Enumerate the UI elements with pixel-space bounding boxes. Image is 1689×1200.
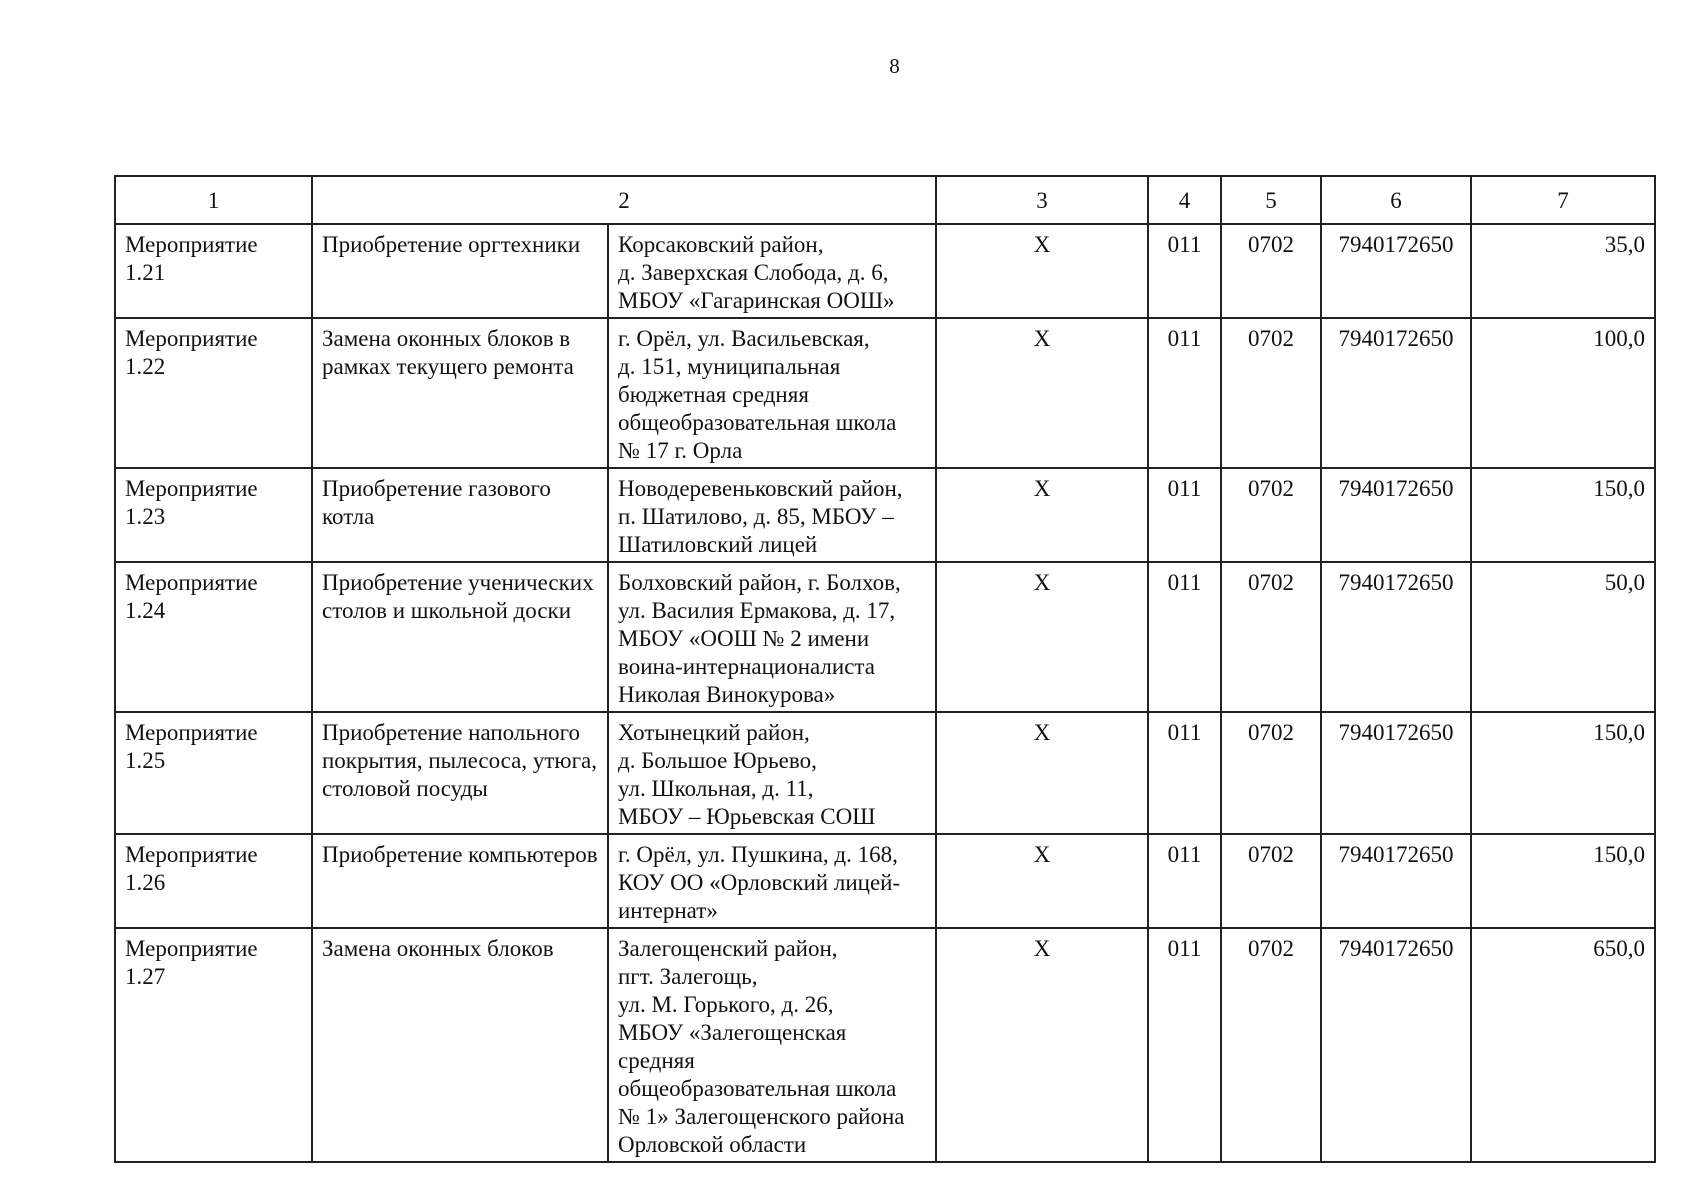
col3-cell: Х	[936, 318, 1148, 468]
address-line: воина-интернационалиста	[618, 654, 875, 679]
table-header-row	[115, 176, 1655, 224]
col6-cell: 7940172650	[1321, 318, 1471, 468]
event-cell: Мероприятие 1.21	[115, 224, 312, 318]
event-cell: Мероприятие 1.25	[115, 712, 312, 834]
address-line: МБОУ «Гагаринская ООШ»	[618, 288, 895, 313]
col6-cell: 7940172650	[1321, 468, 1471, 562]
address-line: г. Орёл, ул. Пушкина, д. 168,	[618, 842, 898, 867]
address-line: Орловской области	[618, 1132, 807, 1157]
col5-cell: 0702	[1221, 712, 1321, 834]
address-line: ул. М. Горького, д. 26,	[618, 992, 834, 1017]
address-line: Шатиловский лицей	[618, 532, 818, 557]
col3-cell: Х	[936, 834, 1148, 928]
address-line: средняя	[618, 1048, 695, 1073]
table-row	[115, 928, 1655, 1162]
measure-name-cell: Приобретение оргтехники	[312, 224, 608, 318]
address-line: Хотынецкий район,	[618, 720, 810, 745]
address-cell	[608, 928, 936, 1162]
col7-cell: 650,0	[1471, 928, 1655, 1162]
address-line: д. Заверхская Слобода, д. 6,	[618, 260, 889, 285]
measures-table	[114, 175, 1656, 1163]
measure-name-cell: Приобретение ученических столов и школьной доски	[312, 562, 608, 712]
col7-cell: 150,0	[1471, 468, 1655, 562]
address-cell	[608, 224, 936, 318]
address-cell	[608, 834, 936, 928]
address-line: пгт. Залегощь,	[618, 964, 758, 989]
address-line: общеобразовательная школа	[618, 410, 897, 435]
address-line: общеобразовательная школа	[618, 1076, 897, 1101]
address-line: № 1» Залегощенского района	[618, 1104, 905, 1129]
col5-cell: 0702	[1221, 834, 1321, 928]
col4-cell: 011	[1148, 318, 1221, 468]
header-cell-7: 7	[1471, 176, 1655, 224]
address-cell	[608, 468, 936, 562]
col7-cell: 100,0	[1471, 318, 1655, 468]
col3-cell: Х	[936, 468, 1148, 562]
event-cell: Мероприятие 1.26	[115, 834, 312, 928]
col5-cell: 0702	[1221, 562, 1321, 712]
address-line: п. Шатилово, д. 85, МБОУ –	[618, 504, 894, 529]
col6-cell: 7940172650	[1321, 928, 1471, 1162]
col7-cell: 150,0	[1471, 712, 1655, 834]
header-cell-1: 1	[115, 176, 312, 224]
col6-cell: 7940172650	[1321, 712, 1471, 834]
col6-cell: 7940172650	[1321, 834, 1471, 928]
col7-cell: 150,0	[1471, 834, 1655, 928]
col5-cell: 0702	[1221, 928, 1321, 1162]
table-row	[115, 468, 1655, 562]
table-row	[115, 318, 1655, 468]
table-row	[115, 562, 1655, 712]
col4-cell: 011	[1148, 928, 1221, 1162]
header-cell-3: 3	[936, 176, 1148, 224]
measure-name-cell: Приобретение компьютеров	[312, 834, 608, 928]
address-line: г. Орёл, ул. Васильевская,	[618, 326, 870, 351]
address-line: Корсаковский район,	[618, 232, 824, 257]
col5-cell: 0702	[1221, 318, 1321, 468]
col5-cell: 0702	[1221, 468, 1321, 562]
address-line: КОУ ОО «Орловский лицей-	[618, 870, 901, 895]
col5-cell: 0702	[1221, 224, 1321, 318]
col7-cell: 35,0	[1471, 224, 1655, 318]
address-line: МБОУ – Юрьевская СОШ	[618, 804, 876, 829]
address-line: МБОУ «Залегощенская	[618, 1020, 847, 1045]
col6-cell: 7940172650	[1321, 224, 1471, 318]
col3-cell: Х	[936, 224, 1148, 318]
address-line: бюджетная средняя	[618, 382, 809, 407]
col4-cell: 011	[1148, 562, 1221, 712]
col3-cell: Х	[936, 712, 1148, 834]
address-line: № 17 г. Орла	[618, 438, 743, 463]
address-line: ул. Василия Ермакова, д. 17,	[618, 598, 896, 623]
table-row	[115, 834, 1655, 928]
address-cell	[608, 318, 936, 468]
address-cell	[608, 712, 936, 834]
col4-cell: 011	[1148, 468, 1221, 562]
address-line: Залегощенский район,	[618, 936, 838, 961]
col4-cell: 011	[1148, 712, 1221, 834]
col7-cell: 50,0	[1471, 562, 1655, 712]
header-cell-4: 4	[1148, 176, 1221, 224]
col4-cell: 011	[1148, 224, 1221, 318]
page-number: 8	[889, 54, 900, 78]
table-row	[115, 712, 1655, 834]
col4-cell: 011	[1148, 834, 1221, 928]
address-line: Болховский район, г. Болхов,	[618, 570, 901, 595]
address-line: интернат»	[618, 898, 718, 923]
col3-cell: Х	[936, 562, 1148, 712]
header-cell-2: 2	[312, 176, 936, 224]
address-line: д. 151, муниципальная	[618, 354, 841, 379]
header-cell-6: 6	[1321, 176, 1471, 224]
event-cell: Мероприятие 1.24	[115, 562, 312, 712]
measure-name-cell: Замена оконных блоков в рамках текущего ремонта	[312, 318, 608, 468]
measure-name-cell: Замена оконных блоков	[312, 928, 608, 1162]
table-row	[115, 224, 1655, 318]
event-cell: Мероприятие 1.27	[115, 928, 312, 1162]
measure-name-cell: Приобретение напольного покрытия, пылесоса, утюга, столовой посуды	[312, 712, 608, 834]
address-line: МБОУ «ООШ № 2 имени	[618, 626, 870, 651]
address-line: Николая Винокурова»	[618, 682, 836, 707]
header-cell-5: 5	[1221, 176, 1321, 224]
address-line: д. Большое Юрьево,	[618, 748, 817, 773]
col3-cell: Х	[936, 928, 1148, 1162]
col6-cell: 7940172650	[1321, 562, 1471, 712]
event-cell: Мероприятие 1.23	[115, 468, 312, 562]
address-cell	[608, 562, 936, 712]
address-line: Новодеревеньковский район,	[618, 476, 903, 501]
measure-name-cell: Приобретение газового котла	[312, 468, 608, 562]
event-cell: Мероприятие 1.22	[115, 318, 312, 468]
address-line: ул. Школьная, д. 11,	[618, 776, 814, 801]
